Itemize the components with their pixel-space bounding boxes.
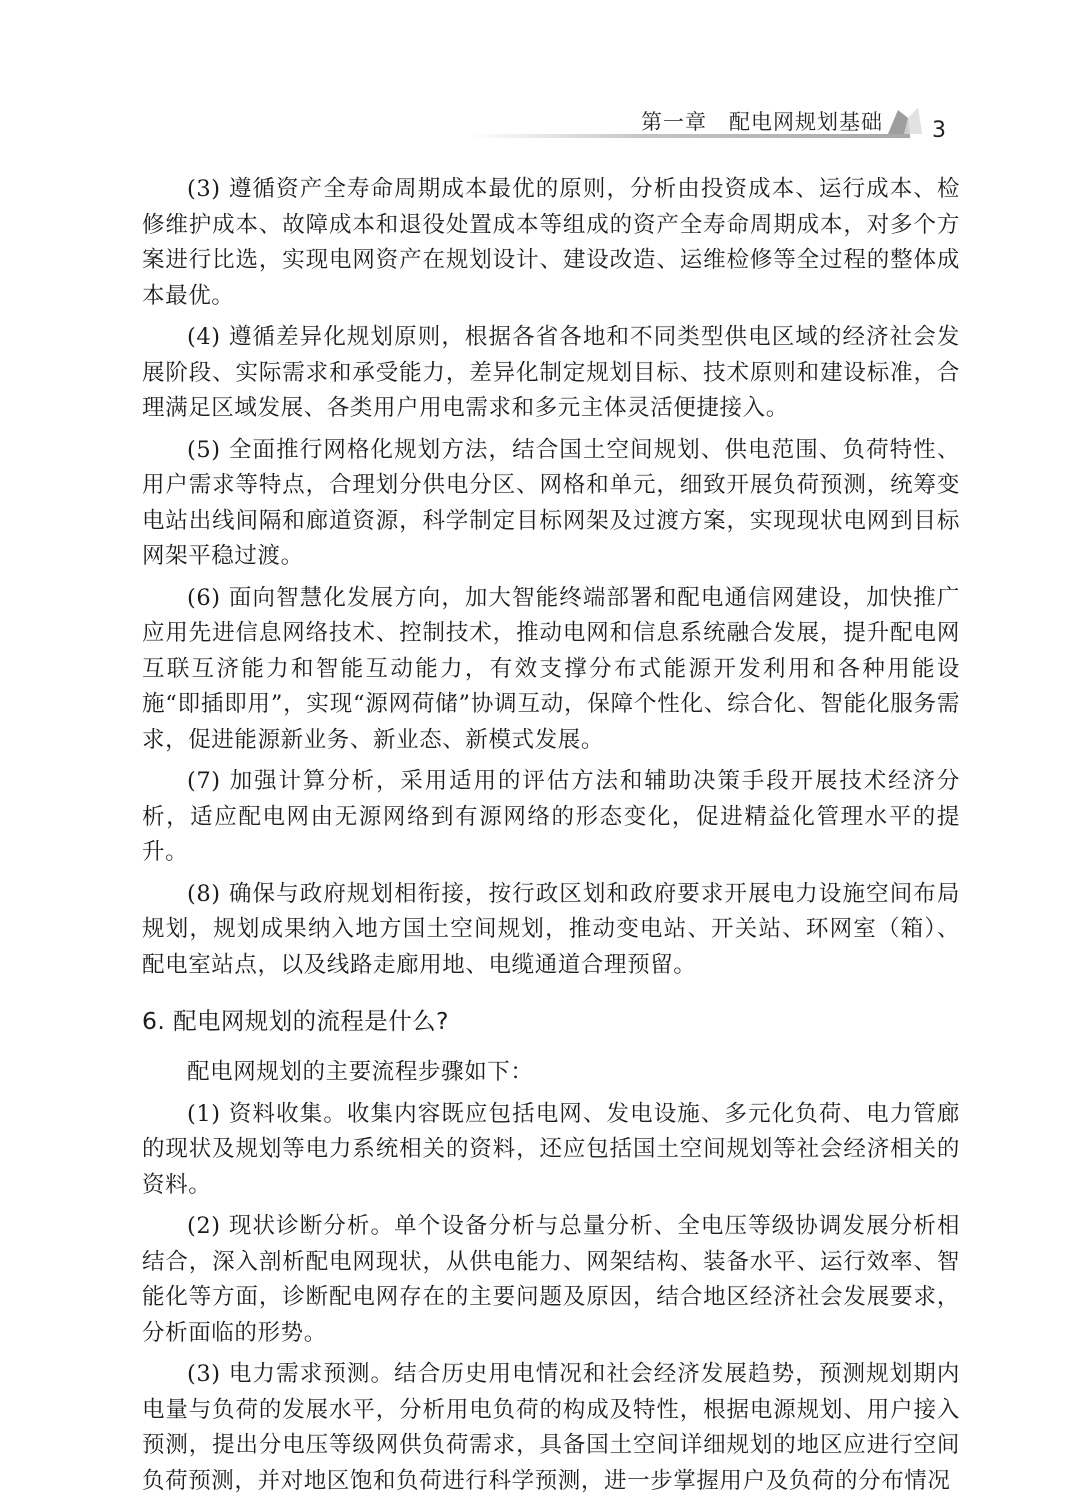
paragraph: (4) 遵循差异化规划原则，根据各省各地和不同类型供电区域的经济社会发展阶段、实际需求和承受能力，差异化制定规划目标、技术原则和建设标准，合理满足区域发展、各类用户用电需求和多元主体灵活便捷接入。 — [142, 324, 960, 421]
page-header — [0, 104, 1080, 144]
paragraph: (3) 电力需求预测。结合历史用电情况和社会经济发展趋势，预测规划期内电量与负荷的发展水平，分析用电负荷的构成及特性，根据电源规划、用户接入预测，提出分电压等级网供负荷需求，具备国土空间详细规划的地区应进行空间负荷预测，并对地区饱和负荷进行科学预测，进一步掌握用户及负荷的分布情况 — [142, 1361, 960, 1494]
paragraph: (6) 面向智慧化发展方向，加大智能终端部署和配电通信网建设，加快推广应用先进信息网络技术、控制技术，推动电网和信息系统融合发展，提升配电网互联互济能力和智能互动能力，有效支撑分布式能源开发利用和各种用能设施“即插即用”，实现“源网荷储”协调互动，保障个性化、综合化、智能化服务需求，促进能源新业务、新业态、新模式发展。 — [142, 584, 960, 753]
paragraph: (3) 遵循资产全寿命周期成本最优的原则，分析由投资成本、运行成本、检修维护成本、故障成本和退役处置成本等组成的资产全寿命周期成本，对多个方案进行比选，实现电网资产在规划设计、建设改造、运维检修等全过程的整体成本最优。 — [142, 176, 960, 309]
chapter-title: 第一章 配电网规划基础 — [641, 110, 883, 134]
section-heading: 6. 配电网规划的流程是什么? — [142, 1007, 449, 1035]
page-number: 3 — [932, 118, 946, 143]
paragraph: 配电网规划的主要流程步骤如下： — [187, 1059, 534, 1085]
paragraph: (2) 现状诊断分析。单个设备分析与总量分析、全电压等级协调发展分析相结合，深入剖析配电网现状，从供电能力、网架结构、装备水平、运行效率、智能化等方面，诊断配电网存在的主要问题及原因，结合地区经济社会发展要求，分析面临的形势。 — [142, 1213, 960, 1346]
paragraph: (8) 确保与政府规划相衔接，按行政区划和政府要求开展电力设施空间布局规划，规划成果纳入地方国土空间规划，推动变电站、开关站、环网室（箱）、配电室站点，以及线路走廊用地、电缆通道合理预留。 — [142, 880, 960, 978]
paragraph: (1) 资料收集。收集内容既应包括电网、发电设施、多元化负荷、电力管廊的现状及规划等电力系统相关的资料，还应包括国土空间规划等社会经济相关的资料。 — [142, 1100, 960, 1198]
paragraph: (7) 加强计算分析，采用适用的评估方法和辅助决策手段开展技术经济分析，适应配电网由无源网络到有源网络的形态变化，促进精益化管理水平的提升。 — [142, 768, 960, 865]
header-decoration-icon — [884, 104, 924, 138]
paragraph: (5) 全面推行网格化规划方法，结合国土空间规划、供电范围、负荷特性、用户需求等特点，合理划分供电分区、网格和单元，细致开展负荷预测，统筹变电站出线间隔和廊道资源，科学制定目标网架及过渡方案，实现现状电网到目标网架平稳过渡。 — [142, 436, 960, 569]
page-body — [142, 172, 960, 1505]
